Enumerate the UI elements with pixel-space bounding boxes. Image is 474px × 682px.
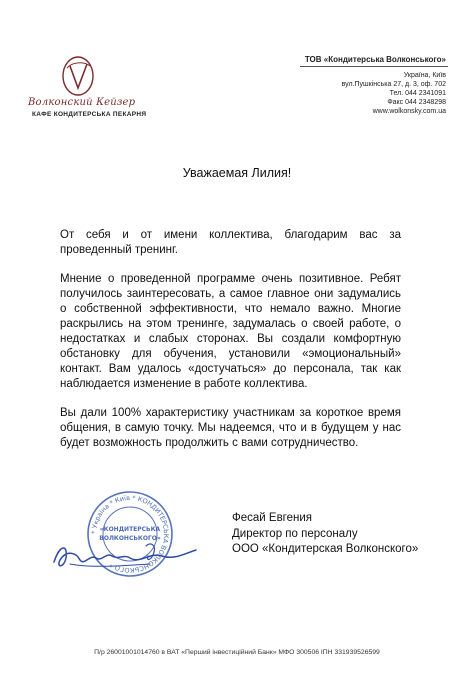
company-name: ТОВ «Кондитерська Волконського»: [304, 55, 446, 64]
signatory-company: ООО «Кондитерская Волконского»: [232, 543, 419, 555]
paragraph: От себя и от имени коллектива, благодарим вас за проведенный тренинг.: [60, 229, 401, 256]
address-line: Україна, Київ: [403, 72, 446, 79]
header-divider: [300, 66, 448, 67]
salutation: Уважаемая Лилия!: [182, 166, 292, 180]
company-address: [342, 71, 446, 116]
phone-line: Тел. 044 2341091: [389, 90, 446, 97]
letter-body: [60, 228, 401, 465]
signatory-block: [232, 511, 418, 558]
address-line: вул.Пушкінська 27, д. 3, оф. 702: [341, 81, 446, 88]
fax-line: Факс 044 2348298: [387, 99, 446, 106]
stamp-center-line-1: «КОНДИТЕРСЬКА: [99, 526, 161, 533]
logo-monogram-icon: [58, 54, 98, 98]
company-logo: [26, 54, 176, 122]
signatory-name: Фесай Евгения: [232, 512, 313, 524]
paragraph: Мнение о проведенной программе очень позитивное. Ребят получилось заинтересовать, а самое главное они задумались о собственной эффективности, что немало важно. Многие раскрылись на этом тренинге, задумалась о своей работе, о недостатках и слабых сторонах. Вы создали комфортную обстановку для обучения, установили «эмоциональный» контакт. Вам удалось «достучаться» до персонала, так как наблюдается изменение в работе коллектива.: [60, 273, 401, 390]
paragraph: Вы дали 100% характеристику участникам за короткое время общения, в самую точку. Мы надеемся, что и в будущем у нас будет возможность продолжить с вами сотрудничество.: [60, 407, 401, 449]
stamp-center-line-2: ВОЛКОНСЬКОГО»: [99, 535, 161, 542]
bank-details-footer: П/р 26001001014760 в ВАТ «Перший інвестиційний Банк» МФО 300506 ІПН 331939526599: [94, 649, 380, 656]
logo-script-text: Волконский Кейзер: [28, 97, 136, 108]
signatory-title: Директор по персоналу: [232, 527, 358, 540]
stamp-ring-text: * Україна * Київ * КОНДИТЕРСЬКА ВОЛКОНСЬКОГО *: [89, 493, 171, 575]
handwritten-signature: [50, 538, 200, 574]
logo-tagline: КАФЕ КОНДИТЕРСЬКА ПЕКАРНЯ: [32, 111, 147, 118]
website-line: www.wolkonsky.com.ua: [372, 108, 446, 115]
